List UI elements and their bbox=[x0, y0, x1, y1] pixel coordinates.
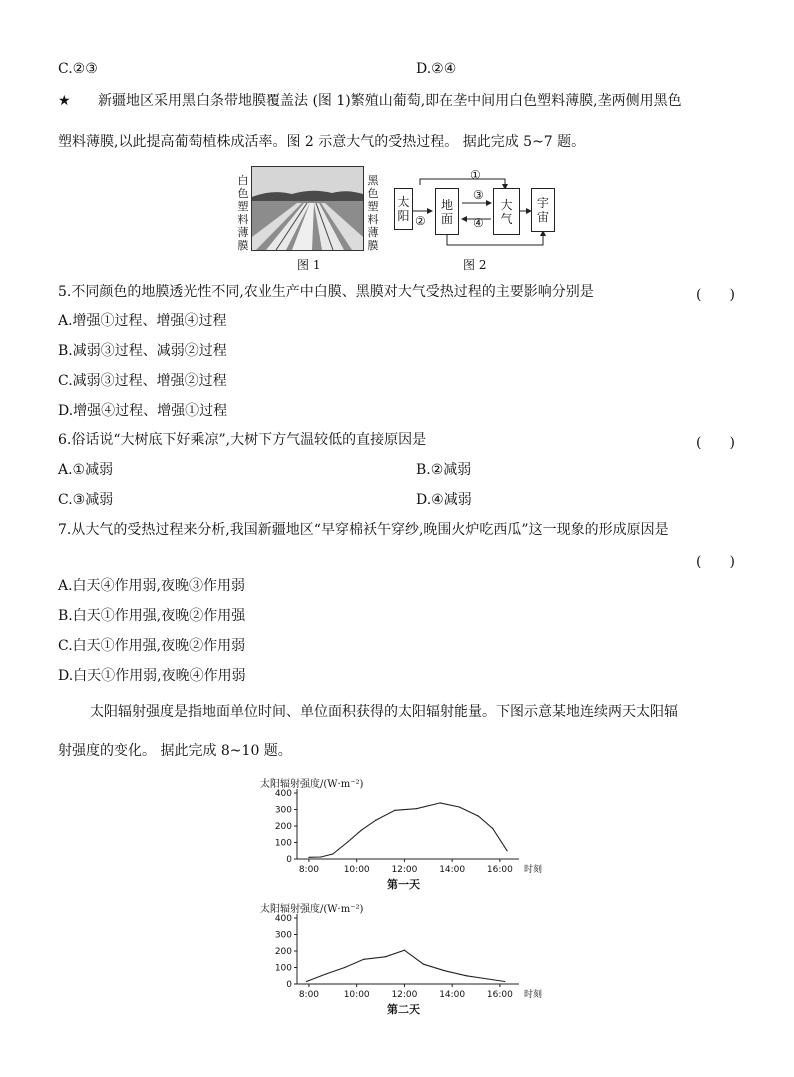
q7-answer-bracket: ( ) bbox=[696, 554, 735, 570]
q6-option-d: D.④减弱 bbox=[416, 492, 472, 508]
x-tick-label: 16:00 bbox=[486, 990, 513, 1000]
chart2-ylabel: 太阳辐射强度/(W·m⁻²) bbox=[260, 904, 364, 915]
data-point bbox=[504, 981, 505, 982]
chart2-caption: 第二天 bbox=[387, 1003, 420, 1016]
x-tick-label: 12:00 bbox=[391, 865, 418, 875]
x-tick-label: 14:00 bbox=[439, 865, 466, 875]
y-tick-label: 200 bbox=[274, 947, 292, 957]
q6-option-b: B.②减弱 bbox=[416, 462, 472, 478]
q6-option-a: A.①减弱 bbox=[58, 462, 114, 478]
x-tick-label: 10:00 bbox=[343, 990, 370, 1000]
intro2-line2: 射强度的变化。 据此完成 8~10 题。 bbox=[58, 743, 292, 759]
y-tick-label: 0 bbox=[286, 980, 292, 990]
q5-stem: 5.不同颜色的地膜透光性不同,农业生产中白膜、黑膜对大气受热过程的主要影响分别是 bbox=[58, 284, 594, 300]
radiation-line bbox=[309, 803, 507, 857]
data-point bbox=[478, 816, 479, 817]
q5-option-b: B.减弱③过程、减弱②过程 bbox=[58, 343, 227, 359]
y-tick-label: 400 bbox=[274, 789, 292, 799]
field-strips-image bbox=[252, 167, 363, 250]
y-tick-label: 0 bbox=[286, 855, 292, 865]
y-tick-label: 300 bbox=[274, 930, 292, 941]
x-tick-label: 10:00 bbox=[343, 865, 370, 875]
fig2-mark-3: ③ bbox=[473, 188, 484, 202]
data-point bbox=[363, 959, 364, 960]
fig2-box-atmosphere bbox=[493, 188, 520, 235]
data-point bbox=[466, 975, 467, 976]
intro2-line1: 太阳辐射强度是指地面单位时间、单位面积获得的太阳辐射能量。下图示意某地连续两天太阳辐 bbox=[90, 704, 678, 720]
fig2-mark-1: ① bbox=[470, 168, 481, 182]
star-mark: ★ bbox=[58, 93, 71, 109]
data-point bbox=[325, 974, 326, 975]
chart-day-1 bbox=[262, 786, 552, 876]
fig2-box-sun bbox=[394, 188, 413, 230]
y-tick-label: 400 bbox=[274, 914, 292, 924]
fig2-box-space bbox=[531, 188, 555, 232]
data-point bbox=[375, 820, 376, 821]
q5-option-a: A.增强①过程、增强④过程 bbox=[58, 313, 227, 329]
data-point bbox=[487, 978, 488, 979]
data-point bbox=[404, 950, 405, 951]
q5-answer-bracket: ( ) bbox=[696, 287, 735, 303]
fig2-caption: 图 2 bbox=[463, 258, 487, 272]
fig2-mark-4: ④ bbox=[473, 216, 484, 230]
fig2-box-ground bbox=[435, 188, 459, 235]
fig1-photo bbox=[251, 166, 364, 251]
data-point bbox=[444, 970, 445, 971]
x-tick-label: 8:00 bbox=[298, 990, 320, 1000]
data-point bbox=[416, 808, 417, 809]
chart-day-2 bbox=[262, 911, 552, 1001]
data-point bbox=[308, 857, 309, 858]
y-tick-label: 100 bbox=[274, 838, 292, 849]
x-axis-label: 时刻 bbox=[524, 990, 543, 1000]
intro1-line1: 新疆地区采用黑白条带地膜覆盖法 (图 1)繁殖山葡萄,即在垄中间用白色塑料薄膜,垄两侧用黑色 bbox=[98, 93, 682, 109]
q5-option-c: C.减弱③过程、增强②过程 bbox=[58, 373, 227, 389]
data-point bbox=[347, 842, 348, 843]
x-tick-label: 8:00 bbox=[298, 865, 320, 875]
intro1-line2: 塑料薄膜,以此提高葡萄植株成活率。图 2 示意大气的受热过程。 据此完成 5~7 题。 bbox=[58, 134, 586, 150]
chart1-ylabel: 太阳辐射强度/(W·m⁻²) bbox=[260, 779, 364, 790]
fig2-sun-label: 太阳 bbox=[397, 195, 410, 223]
fig1-right-label: 黑色塑料薄膜 bbox=[367, 174, 379, 252]
data-point bbox=[492, 828, 493, 829]
x-axis-label: 时刻 bbox=[524, 865, 543, 875]
fig1-left-label: 白色塑料薄膜 bbox=[237, 174, 249, 252]
data-point bbox=[385, 956, 386, 957]
q7-option-a: A.白天④作用弱,夜晚③作用弱 bbox=[58, 578, 246, 594]
data-point bbox=[440, 802, 441, 803]
y-tick-label: 300 bbox=[274, 805, 292, 816]
q6-answer-bracket: ( ) bbox=[696, 435, 735, 451]
q7-stem: 7.从大气的受热过程来分析,我国新疆地区“早穿棉袄午穿纱,晚围火炉吃西瓜”这一现象的形成原因是 bbox=[58, 522, 669, 538]
data-point bbox=[506, 850, 507, 851]
fig2-space-label: 宇宙 bbox=[536, 196, 549, 224]
x-tick-label: 12:00 bbox=[391, 990, 418, 1000]
chart1-caption: 第一天 bbox=[387, 878, 420, 891]
q5-option-d: D.增强④过程、增强①过程 bbox=[58, 403, 228, 419]
q7-option-c: C.白天①作用强,夜晚②作用弱 bbox=[58, 638, 246, 654]
data-point bbox=[306, 981, 307, 982]
fig2-atmosphere-label: 大气 bbox=[500, 197, 513, 226]
data-point bbox=[332, 853, 333, 854]
q7-option-b: B.白天①作用强,夜晚②作用强 bbox=[58, 608, 246, 624]
q6-option-c: C.③减弱 bbox=[58, 492, 114, 508]
data-point bbox=[344, 967, 345, 968]
fig2-mark-2: ② bbox=[415, 214, 426, 228]
data-point bbox=[423, 964, 424, 965]
data-point bbox=[459, 806, 460, 807]
option-d-prev: D.②④ bbox=[416, 61, 457, 77]
q6-stem: 6.俗话说“大树底下好乘凉”,大树下方气温较低的直接原因是 bbox=[58, 432, 427, 448]
data-point bbox=[320, 856, 321, 857]
fig1-caption: 图 1 bbox=[297, 258, 321, 272]
q7-option-d: D.白天①作用弱,夜晚④作用弱 bbox=[58, 668, 246, 684]
x-tick-label: 14:00 bbox=[439, 990, 466, 1000]
data-point bbox=[361, 830, 362, 831]
fig2-ground-label: 地面 bbox=[440, 197, 453, 226]
y-tick-label: 200 bbox=[274, 822, 292, 832]
data-point bbox=[394, 810, 395, 811]
x-tick-label: 16:00 bbox=[486, 865, 513, 875]
y-tick-label: 100 bbox=[274, 963, 292, 974]
radiation-line bbox=[307, 950, 505, 981]
option-c-prev: C.②③ bbox=[58, 61, 98, 77]
